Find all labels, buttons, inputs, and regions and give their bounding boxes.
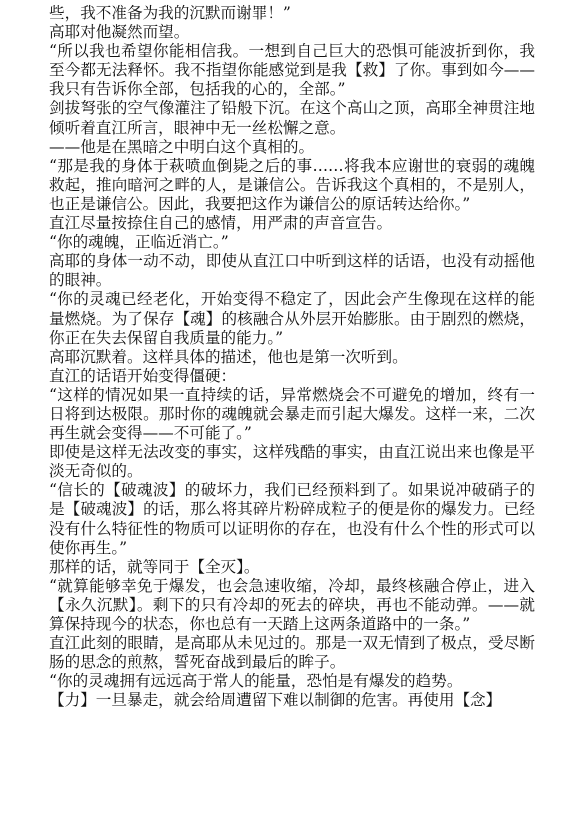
paragraph: 即使是这样无法改变的事实，这样残酷的事实，由直江说出来也像是平淡无奇似的。 bbox=[49, 443, 535, 481]
paragraph: “你的魂魄，正临近消亡。” bbox=[49, 233, 229, 252]
paragraph: 高耶的身体一动不动，即使从直江口中听到这样的话语，也没有动摇他的眼神。 bbox=[49, 252, 535, 290]
paragraph: 高耶沉默着。这样具体的描述，他也是第一次听到。 bbox=[49, 347, 408, 366]
paragraph: 那样的话，就等同于【全灭】。 bbox=[49, 557, 260, 576]
paragraph: “所以我也希望你能相信我。一想到自己巨大的恐惧可能波折到你，我至今都无法释怀。我不指望你能感觉到是我【救】了你。事到如今——我只有告诉你全部，包括我的心的，全部。” bbox=[49, 42, 535, 99]
document-page bbox=[49, 4, 535, 710]
paragraph: “你的灵魂拥有远远高于常人的能量，恐怕是有爆发的趋势。 bbox=[49, 672, 463, 691]
paragraph: “你的灵魂已经老化，开始变得不稳定了，因此会产生像现在这样的能量燃烧。为了保存【魂】的核融合从外层开始膨胀。由于剧烈的燃烧，你正在失去保留自我质量的能力。” bbox=[49, 290, 535, 347]
paragraph: 些，我不准备为我的沉默而谢罪！” bbox=[49, 4, 291, 22]
paragraph: 高耶对他凝然而望。 bbox=[49, 23, 190, 42]
paragraph: 直江此刻的眼睛，是高耶从未见过的。那是一双无情到了极点，受尽断肠的思念的煎熬，誓死奋战到最后的眸子。 bbox=[49, 634, 535, 672]
paragraph: “那是我的身体于萩喷血倒毙之后的事……将我本应谢世的衰弱的魂魄救起，推向暗河之畔的人，是谦信公。告诉我这个真相的，不是别人，也正是谦信公。因此，我要把这作为谦信公的原话转达给你。” bbox=[49, 156, 535, 213]
paragraph: “就算能够幸免于爆发，也会急速收缩，冷却，最终核融合停止，进入【永久沉默】。剩下的只有冷却的死去的碎块，再也不能动弹。——就算保持现今的状态，你也总有一天踏上这两条道路中的一条。” bbox=[49, 576, 535, 633]
paragraph: 剑拔弩张的空气像灌注了铅般下沉。在这个高山之顶，高耶全神贯注地倾听着直江所言，眼神中无一丝松懈之意。 bbox=[49, 99, 535, 137]
paragraph: “这样的情况如果一直持续的话，异常燃烧会不可避免的增加，终有一日将到达极限。那时你的魂魄就会暴走而引起大爆发。这样一来，二次再生就会变得——不可能了。” bbox=[49, 385, 535, 443]
paragraph: 直江的话语开始变得僵硬： bbox=[49, 366, 237, 385]
paragraph: 【力】一旦暴走，就会给周遭留下难以制御的危害。再使用【念】 bbox=[49, 691, 502, 710]
paragraph: ——他是在黑暗之中明白这个真相的。 bbox=[49, 137, 315, 156]
paragraph: 直江尽量按捺住自己的感情，用严肃的声音宣告。 bbox=[49, 214, 393, 233]
paragraph: “信长的【破魂波】的破坏力，我们已经预料到了。如果说冲破硝子的是【破魂波】的话，那么将其碎片粉碎成粒子的便是你的爆发力。已经没有什么特征性的物质可以证明你的存在，也没有什么个性的形式可以使你再生。” bbox=[49, 481, 535, 557]
